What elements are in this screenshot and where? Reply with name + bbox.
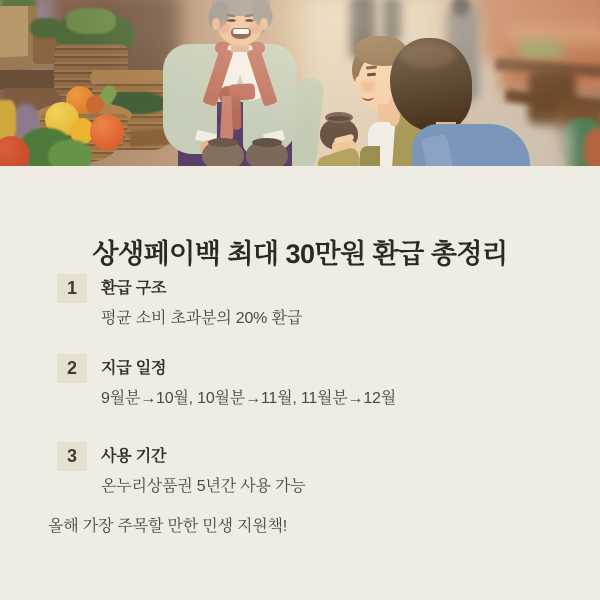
list-item-usage-period [57,442,306,497]
item-title: 지급 일정 [101,360,167,377]
item-title: 사용 기간 [101,448,167,465]
item-description: 9월분→10월, 10월분→11월, 11월분→12월 [101,390,396,407]
item-body [101,442,306,497]
item-number-badge: 2 [57,354,87,383]
item-body [101,274,302,329]
item-title: 환급 구조 [101,280,167,297]
item-description: 평균 소비 초과분의 20% 환급 [101,310,302,327]
page-title: 상생페이백 최대 30만원 환급 총정리 [92,239,508,270]
footer-note: 올해 가장 주목할 만한 민생 지원책! [48,518,288,535]
item-number-badge: 3 [57,442,87,471]
item-number-badge: 1 [57,274,87,303]
warm-light-overlay [0,0,600,166]
item-description: 온누리상품권 5년간 사용 가능 [101,478,306,495]
hero-photo-market-scene [0,0,600,166]
list-item-payment-schedule [57,354,396,409]
list-item-refund-structure [57,274,302,329]
item-body [101,354,396,409]
